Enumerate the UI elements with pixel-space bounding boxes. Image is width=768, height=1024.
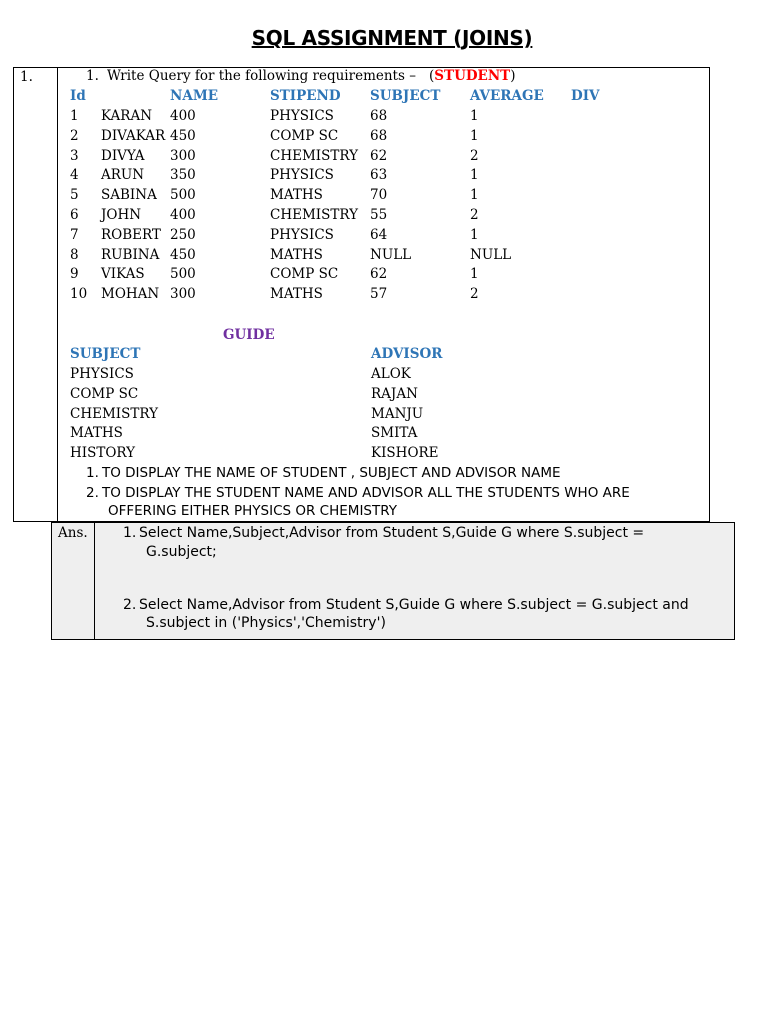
student-cell-div: 1 — [470, 266, 479, 283]
requirement-2-text-cont: OFFERING EITHER PHYSICS OR CHEMISTRY — [108, 503, 397, 519]
student-cell-id: 2 — [70, 127, 79, 144]
answer-1-number: 1. — [123, 525, 137, 541]
student-cell-stipend: 400 — [170, 207, 196, 223]
student-cell-div: 1 — [470, 108, 479, 124]
student-cell-stipend: 400 — [170, 108, 196, 124]
header-name: NAME — [170, 88, 219, 104]
student-cell-name: ARUN — [101, 167, 145, 184]
student-cell-subject: COMP SC — [270, 266, 339, 283]
requirement-1-text: TO DISPLAY THE NAME OF STUDENT , SUBJECT AND ADVISOR NAME — [102, 465, 561, 481]
guide-cell-advisor: ALOK — [371, 366, 411, 382]
guide-header-subject: SUBJECT — [70, 346, 141, 362]
page-title: SQL ASSIGNMENT (JOINS) — [251, 26, 533, 50]
student-cell-name: DIVAKAR — [101, 127, 166, 144]
intro-number: 1. — [86, 68, 99, 84]
student-cell-name: VIKAS — [101, 266, 145, 283]
student-cell-subject: PHYSICS — [270, 167, 334, 184]
requirement-1-number: 1. — [86, 465, 99, 481]
requirement-2-text: TO DISPLAY THE STUDENT NAME AND ADVISOR ALL THE STUDENTS WHO ARE — [102, 485, 630, 501]
student-cell-div: 1 — [470, 187, 479, 204]
student-cell-id: 3 — [70, 147, 79, 164]
student-cell-average: 62 — [370, 147, 388, 164]
student-cell-name: JOHN — [101, 207, 142, 223]
student-cell-subject: MATHS — [270, 246, 323, 263]
student-table-name: (STUDENT) — [429, 68, 516, 84]
student-cell-div: 1 — [470, 226, 479, 243]
student-cell-name: KARAN — [101, 108, 153, 124]
student-cell-id: 9 — [70, 266, 79, 283]
student-cell-name: ROBERT — [101, 226, 161, 243]
guide-cell-subject: MATHS — [70, 425, 123, 442]
student-cell-subject: MATHS — [270, 187, 323, 204]
student-cell-name: DIVYA — [101, 147, 145, 164]
student-cell-average: 70 — [370, 187, 388, 204]
student-cell-id: 8 — [70, 246, 79, 263]
student-cell-div: 2 — [470, 207, 479, 223]
student-cell-subject: CHEMISTRY — [270, 147, 359, 164]
answer-2-number: 2. — [123, 597, 137, 613]
student-cell-average: 55 — [370, 207, 388, 223]
student-cell-name: MOHAN — [101, 286, 160, 303]
student-cell-subject: COMP SC — [270, 127, 339, 144]
student-cell-average: 63 — [370, 167, 388, 184]
guide-cell-subject: HISTORY — [70, 445, 136, 462]
student-cell-stipend: 300 — [170, 286, 196, 303]
answer-2-text-cont: S.subject in ('Physics','Chemistry') — [146, 615, 386, 631]
student-cell-div: 1 — [470, 167, 479, 184]
header-average: AVERAGE — [470, 88, 544, 104]
student-cell-stipend: 300 — [170, 147, 196, 164]
header-id: Id — [70, 88, 86, 104]
student-cell-subject: PHYSICS — [270, 226, 334, 243]
answer-label: Ans. — [58, 525, 88, 541]
student-cell-average: NULL — [370, 246, 412, 263]
requirement-2-number: 2. — [86, 485, 99, 501]
answer-label-cell — [51, 522, 95, 640]
student-cell-name: SABINA — [101, 187, 157, 204]
student-cell-stipend: 350 — [170, 167, 196, 184]
guide-cell-subject: CHEMISTRY — [70, 405, 159, 422]
answer-1-text-cont: G.subject; — [146, 544, 217, 560]
student-cell-id: 4 — [70, 167, 79, 184]
header-subject: SUBJECT — [370, 88, 441, 104]
guide-cell-subject: PHYSICS — [70, 366, 134, 382]
answer-2-text: Select Name,Advisor from Student S,Guide G where S.subject = G.subject and — [139, 597, 689, 613]
student-cell-average: 68 — [370, 127, 388, 144]
question-number: 1. — [20, 69, 33, 85]
student-cell-average: 68 — [370, 108, 388, 124]
student-cell-subject: MATHS — [270, 286, 323, 303]
student-cell-average: 64 — [370, 226, 388, 243]
student-cell-stipend: 250 — [170, 226, 196, 243]
student-cell-div: NULL — [470, 246, 512, 263]
guide-header-advisor: ADVISOR — [371, 346, 443, 362]
student-cell-div: 2 — [470, 147, 479, 164]
intro-text: Write Query for the following requirements – — [107, 68, 416, 84]
student-cell-subject: CHEMISTRY — [270, 207, 359, 223]
answer-1-text: Select Name,Subject,Advisor from Student S,Guide G where S.subject = — [139, 525, 645, 541]
guide-title: GUIDE — [223, 327, 275, 343]
question-number-cell — [13, 67, 58, 522]
header-stipend: STIPEND — [270, 88, 341, 104]
student-cell-id: 6 — [70, 207, 79, 223]
student-cell-average: 57 — [370, 286, 388, 303]
student-cell-stipend: 450 — [170, 127, 196, 144]
guide-cell-advisor: RAJAN — [371, 385, 418, 402]
guide-cell-advisor: MANJU — [371, 405, 424, 422]
student-cell-id: 1 — [70, 108, 79, 124]
guide-cell-subject: COMP SC — [70, 385, 139, 402]
student-cell-subject: PHYSICS — [270, 108, 334, 124]
student-cell-id: 7 — [70, 226, 79, 243]
student-cell-div: 1 — [470, 127, 479, 144]
student-cell-stipend: 500 — [170, 266, 196, 283]
student-cell-id: 10 — [70, 286, 88, 303]
student-cell-name: RUBINA — [101, 246, 160, 263]
student-cell-stipend: 450 — [170, 246, 196, 263]
student-cell-div: 2 — [470, 286, 479, 303]
student-cell-id: 5 — [70, 187, 79, 204]
guide-cell-advisor: SMITA — [371, 425, 418, 442]
header-div: DIV — [571, 88, 600, 104]
guide-cell-advisor: KISHORE — [371, 445, 439, 462]
student-cell-stipend: 500 — [170, 187, 196, 204]
student-cell-average: 62 — [370, 266, 388, 283]
